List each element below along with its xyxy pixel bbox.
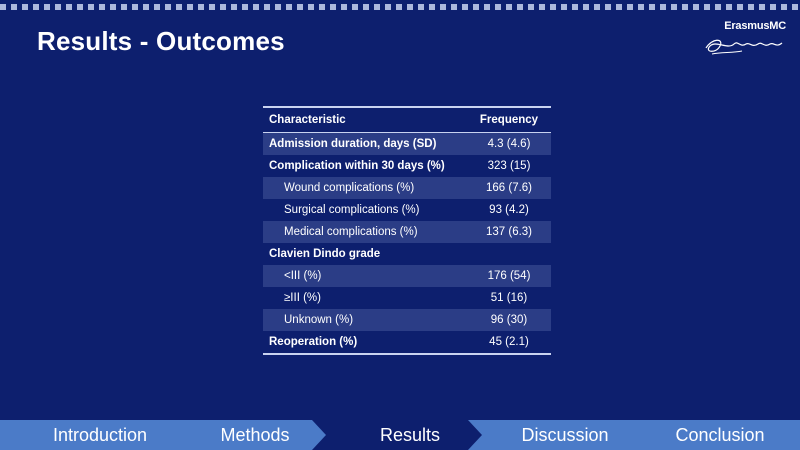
row-value: 166 (7.6) — [485, 182, 533, 194]
table-row — [263, 331, 551, 353]
table-row — [263, 155, 551, 177]
nav-item-introduction[interactable]: Introduction — [52, 424, 148, 445]
table-row — [263, 177, 551, 199]
table-row — [263, 199, 551, 221]
row-label: Surgical complications (%) — [284, 204, 420, 216]
slide-title: Results - Outcomes — [37, 26, 285, 56]
row-label: Medical complications (%) — [284, 226, 418, 238]
table-row — [263, 309, 551, 331]
row-value: 96 (30) — [490, 314, 528, 326]
table-row — [263, 133, 551, 155]
logo-script-icon — [702, 34, 786, 56]
erasmus-mc-logo — [696, 20, 786, 60]
table-row — [263, 287, 551, 309]
nav-item-conclusion[interactable]: Conclusion — [675, 424, 765, 445]
row-value: 323 (15) — [487, 160, 531, 172]
table-row — [263, 221, 551, 243]
nav-item-results[interactable]: Results — [379, 424, 441, 445]
row-label: Clavien Dindo grade — [269, 248, 381, 260]
row-label: ≥III (%) — [284, 292, 321, 304]
nav-item-discussion[interactable]: Discussion — [521, 424, 609, 445]
row-value: 137 (6.3) — [485, 226, 533, 238]
row-label: Reoperation (%) — [269, 336, 358, 348]
header-frequency: Frequency — [479, 114, 539, 126]
header-characteristic: Characteristic — [269, 114, 346, 126]
row-label: Complication within 30 days (%) — [269, 160, 445, 172]
row-value: 93 (4.2) — [489, 204, 529, 216]
table-row — [263, 243, 551, 265]
row-label: Admission duration, days (SD) — [269, 138, 437, 150]
table-bottom-rule — [263, 353, 551, 355]
table-row — [263, 265, 551, 287]
dashed-top-border — [0, 4, 800, 10]
row-label: <III (%) — [284, 270, 322, 282]
logo-text: ErasmusMC — [724, 20, 786, 32]
row-label: Unknown (%) — [284, 314, 354, 326]
nav-item-methods[interactable]: Methods — [220, 424, 290, 445]
table-top-rule — [263, 106, 551, 108]
row-value: 51 (16) — [490, 292, 528, 304]
row-value: 45 (2.1) — [489, 336, 529, 348]
row-value: 176 (54) — [487, 270, 531, 282]
section-navigation-bar — [0, 420, 800, 450]
row-label: Wound complications (%) — [284, 182, 415, 194]
row-value: 4.3 (4.6) — [487, 138, 531, 150]
table-header-row — [263, 109, 551, 131]
